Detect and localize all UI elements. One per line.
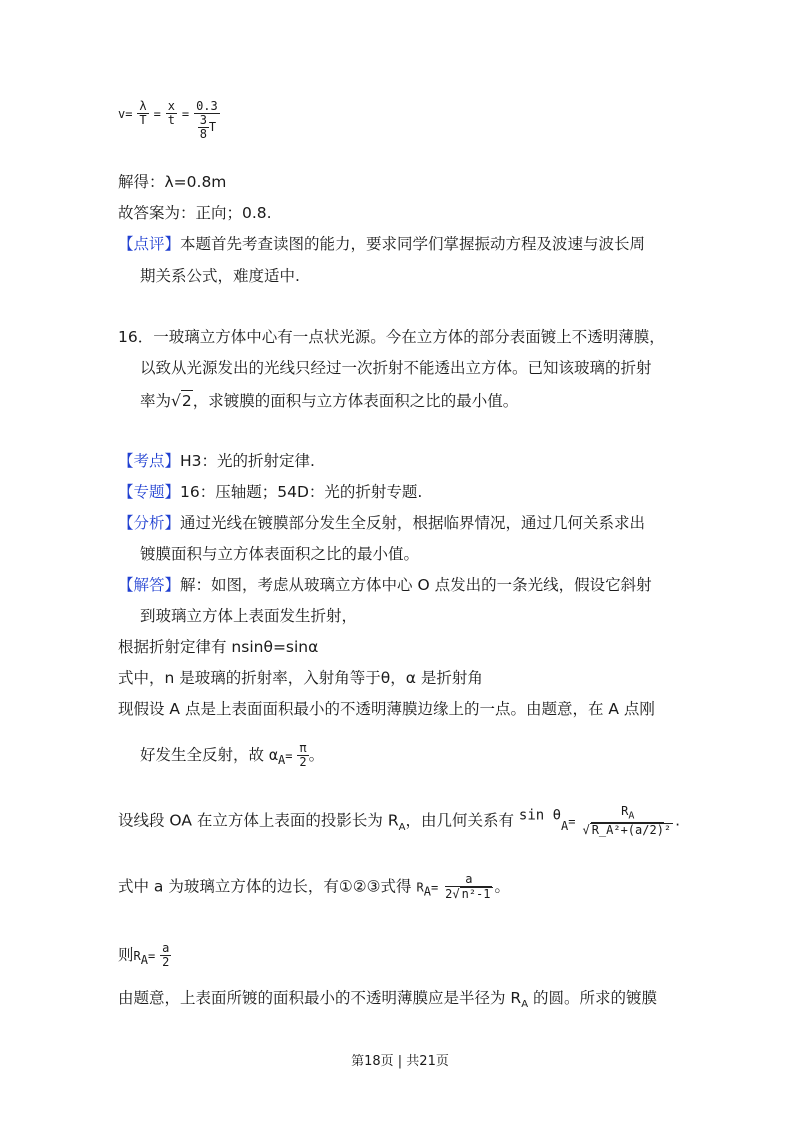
fraction-sin-theta [580,805,675,837]
r-symbol: R [416,880,424,895]
body-text: 式中 a 为玻璃立方体的边长，有①②③式得 [118,877,412,896]
fraction-pi-2 [297,742,308,769]
body-text: 则 [118,946,134,964]
body-text: 好发生全反射，故 [140,746,265,764]
fraction-lambda-T [137,100,148,127]
formula-v-label: v= [118,107,133,121]
fraction-x-t [166,100,177,127]
equals-sign: = [285,749,293,763]
jieda-text: 解：如图，考虑从玻璃立方体中心 O 点发出的一条光线，假设它斜射 [180,576,652,594]
fraction-numerator: 3 [199,113,207,127]
body-text: ，由几何关系有 [405,811,514,830]
body-text: 的圆。所求的镀膜 [528,989,657,1007]
question-text: 率为 [140,392,172,410]
sqrt-expression: R_A²+(a/2)² [591,823,672,838]
jieda-tag: 【解答】 [118,576,181,594]
body-line-4 [140,742,324,770]
subscript: A [628,810,635,822]
sqrt-symbol: √ [171,392,181,410]
fraction-denominator [196,114,218,141]
kaodian-line [118,451,315,471]
fraction-denominator: 2√ n²-1 [445,887,491,901]
fraction-denominator: 2 [299,755,307,769]
punctuation: 。 [308,746,325,764]
body-line-6 [118,873,510,902]
review-text: 本题首先考查读图的能力，要求同学们掌握振动方程及波速与波长周 [180,235,646,253]
coefficient: 2 [445,887,453,901]
zhuanti-line [118,482,422,502]
fraction-numerator: a [445,873,492,887]
fenxi-text: 通过光线在镀膜部分发生全反射，根据临界情况，通过几何关系求出 [180,514,646,532]
body-line-2: 式中，n 是玻璃的折射率，入射角等于θ，α 是折射角 [118,669,483,687]
review-line-2: 期关系公式，难度适中. [140,267,300,285]
subscript: A [423,884,431,899]
sin-theta: sin θ [518,807,562,824]
fraction-numerator: 0.3 [196,99,218,113]
equals-sign: = [147,949,156,963]
punctuation: 。 [494,877,511,896]
question-text: ，求镀膜的面积与立方体表面积之比的最小值。 [192,392,519,410]
kaodian-tag: 【考点】 [118,452,181,470]
fenxi-tag: 【分析】 [118,514,181,532]
zhuanti-text: 16：压轴题；54D：光的折射专题. [180,483,423,501]
review-line-1 [118,234,645,254]
zhuanti-tag: 【专题】 [118,483,181,501]
body-text: 由题意，上表面所镀的面积最小的不透明薄膜应是半径为 R [118,989,522,1007]
period-symbol: T [208,120,217,134]
body-text: 设线段 OA 在立方体上表面的投影长为 R [118,811,399,830]
body-line-1: 根据折射定律有 nsinθ=sinα [118,638,319,656]
fraction-numerator: x [167,99,175,113]
sqrt-value: 2 [181,392,192,410]
fraction-denominator: T [139,113,147,127]
formula-wave-speed [118,100,220,141]
r-symbol: R [133,949,141,963]
subscript: A [561,818,569,833]
fraction-numerator [591,805,664,823]
subscript: A [398,821,406,833]
fraction-numerator: a [162,941,170,955]
equals-sign: = [181,107,190,121]
jieda-line-2: 到玻璃立方体上表面发生折射， [140,607,358,625]
fraction-value [194,100,220,141]
fraction-ra [443,873,494,901]
solve-line: 解得：λ=0.8m [118,173,227,191]
equals-sign: = [568,814,576,829]
page-footer: 第18页 | 共21页 [351,1054,449,1069]
fraction-denominator: √ R_A²+(a/2)² [582,823,672,838]
alpha-symbol: α [268,746,278,764]
fraction-numerator: π [299,741,307,755]
question-16-line-1: 16．一玻璃立方体中心有一点状光源。今在立方体的部分表面镀上不透明薄膜， [118,328,665,346]
fraction-denominator: 2 [162,955,170,969]
jieda-line-1 [118,575,652,595]
question-16-line-2: 以致从光源发出的光线只经过一次折射不能透出立方体。已知该玻璃的折射 [140,359,652,377]
r-symbol: R [621,804,629,818]
subscript: A [277,753,286,768]
fraction-numerator: λ [139,99,147,113]
fraction-denominator: t [167,113,175,127]
review-tag: 【点评】 [118,235,181,253]
fenxi-line-1 [118,513,645,533]
nested-fraction [198,114,209,141]
fraction-denominator: 8 [199,127,207,141]
kaodian-text: H3：光的折射定律. [180,452,315,470]
sqrt-expression: n²-1 [461,887,491,901]
subscript: A [140,953,148,968]
body-line-7 [118,942,171,970]
question-16-line-3 [140,390,518,411]
equals-sign: = [153,107,161,121]
body-line-3: 现假设 A 点是上表面面积最小的不透明薄膜边缘上的一点。由题意，在 A 点刚 [118,700,655,718]
fraction-a-2 [160,942,171,969]
body-line-5 [118,805,680,838]
subscript: A [521,999,529,1011]
body-line-8 [118,988,657,1015]
fenxi-line-2: 镀膜面积与立方体表面积之比的最小值。 [140,545,420,563]
punctuation: . [675,811,681,830]
equals-sign: = [430,880,439,895]
answer-line: 故答案为：正向；0.8. [118,204,272,222]
